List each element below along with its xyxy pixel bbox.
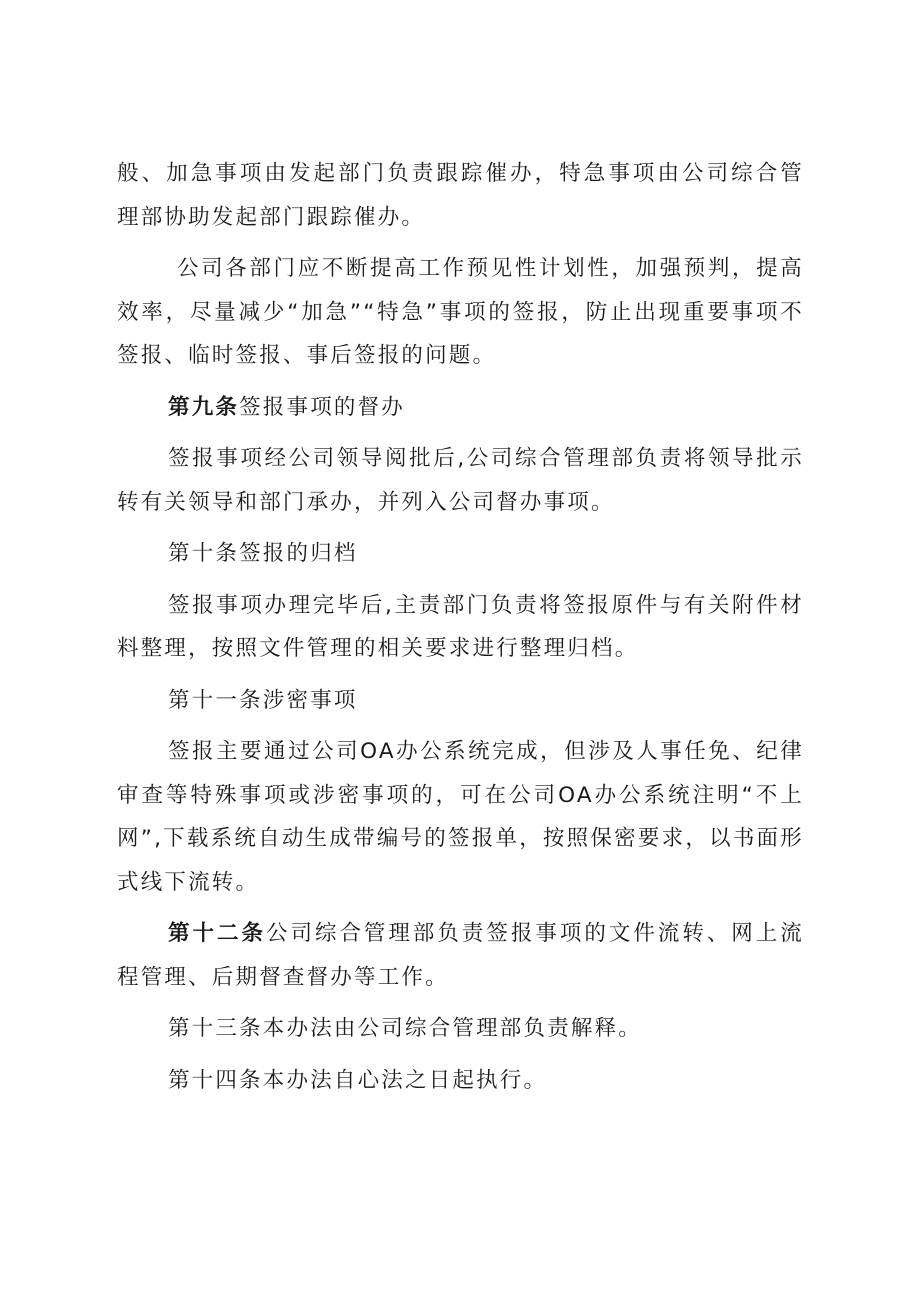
document-body <box>117 152 804 1102</box>
article-11-heading: 第十一条涉密事项 <box>168 687 358 713</box>
article-9-label: 第九条 <box>168 394 240 420</box>
article-11-body: 签报主要通过公司OA办公系统完成，但涉及人事任免、纪律审查等特殊事项或涉密事项的，可在公司OA办公系统注明“不上网”,下载系统自动生成带编号的签报单，按照保密要求，以书面形式线下流转。 <box>117 739 804 895</box>
article-10-heading: 第十条签报的归档 <box>168 541 358 566</box>
article-9-title: 签报事项的督办 <box>239 394 406 420</box>
article-14: 第十四条本办法自心法之日起执行。 <box>168 1067 548 1093</box>
paragraph-continuation: 般、加急事项由发起部门负责跟踪催办，特急事项由公司综合管理部协助发起部门跟踪催办。 <box>117 161 804 230</box>
article-9-heading <box>117 386 804 430</box>
article-10-body: 签报事项办理完毕后,主责部门负责将签报原件与有关附件材料整理，按照文件管理的相关要求进行整理归档。 <box>117 592 804 661</box>
article-12-label: 第十二条 <box>168 921 266 946</box>
paragraph-efficiency: 公司各部门应不断提高工作预见性计划性，加强预判，提高效率，尽量减少“加急”“特急”事项的签报，防止出现重要事项不签报、临时签报、事后签报的问题。 <box>117 256 804 368</box>
article-12 <box>117 912 804 999</box>
article-13: 第十三条本办法由公司综合管理部负责解释。 <box>168 1016 643 1041</box>
article-9-body: 签报事项经公司领导阅批后,公司综合管理部负责将领导批示转有关领导和部门承办，并列入公司督办事项。 <box>117 446 804 515</box>
article-12-text: 公司综合管理部负责签报事项的文件流转、网上流程管理、后期督查督办等工作。 <box>117 921 804 990</box>
